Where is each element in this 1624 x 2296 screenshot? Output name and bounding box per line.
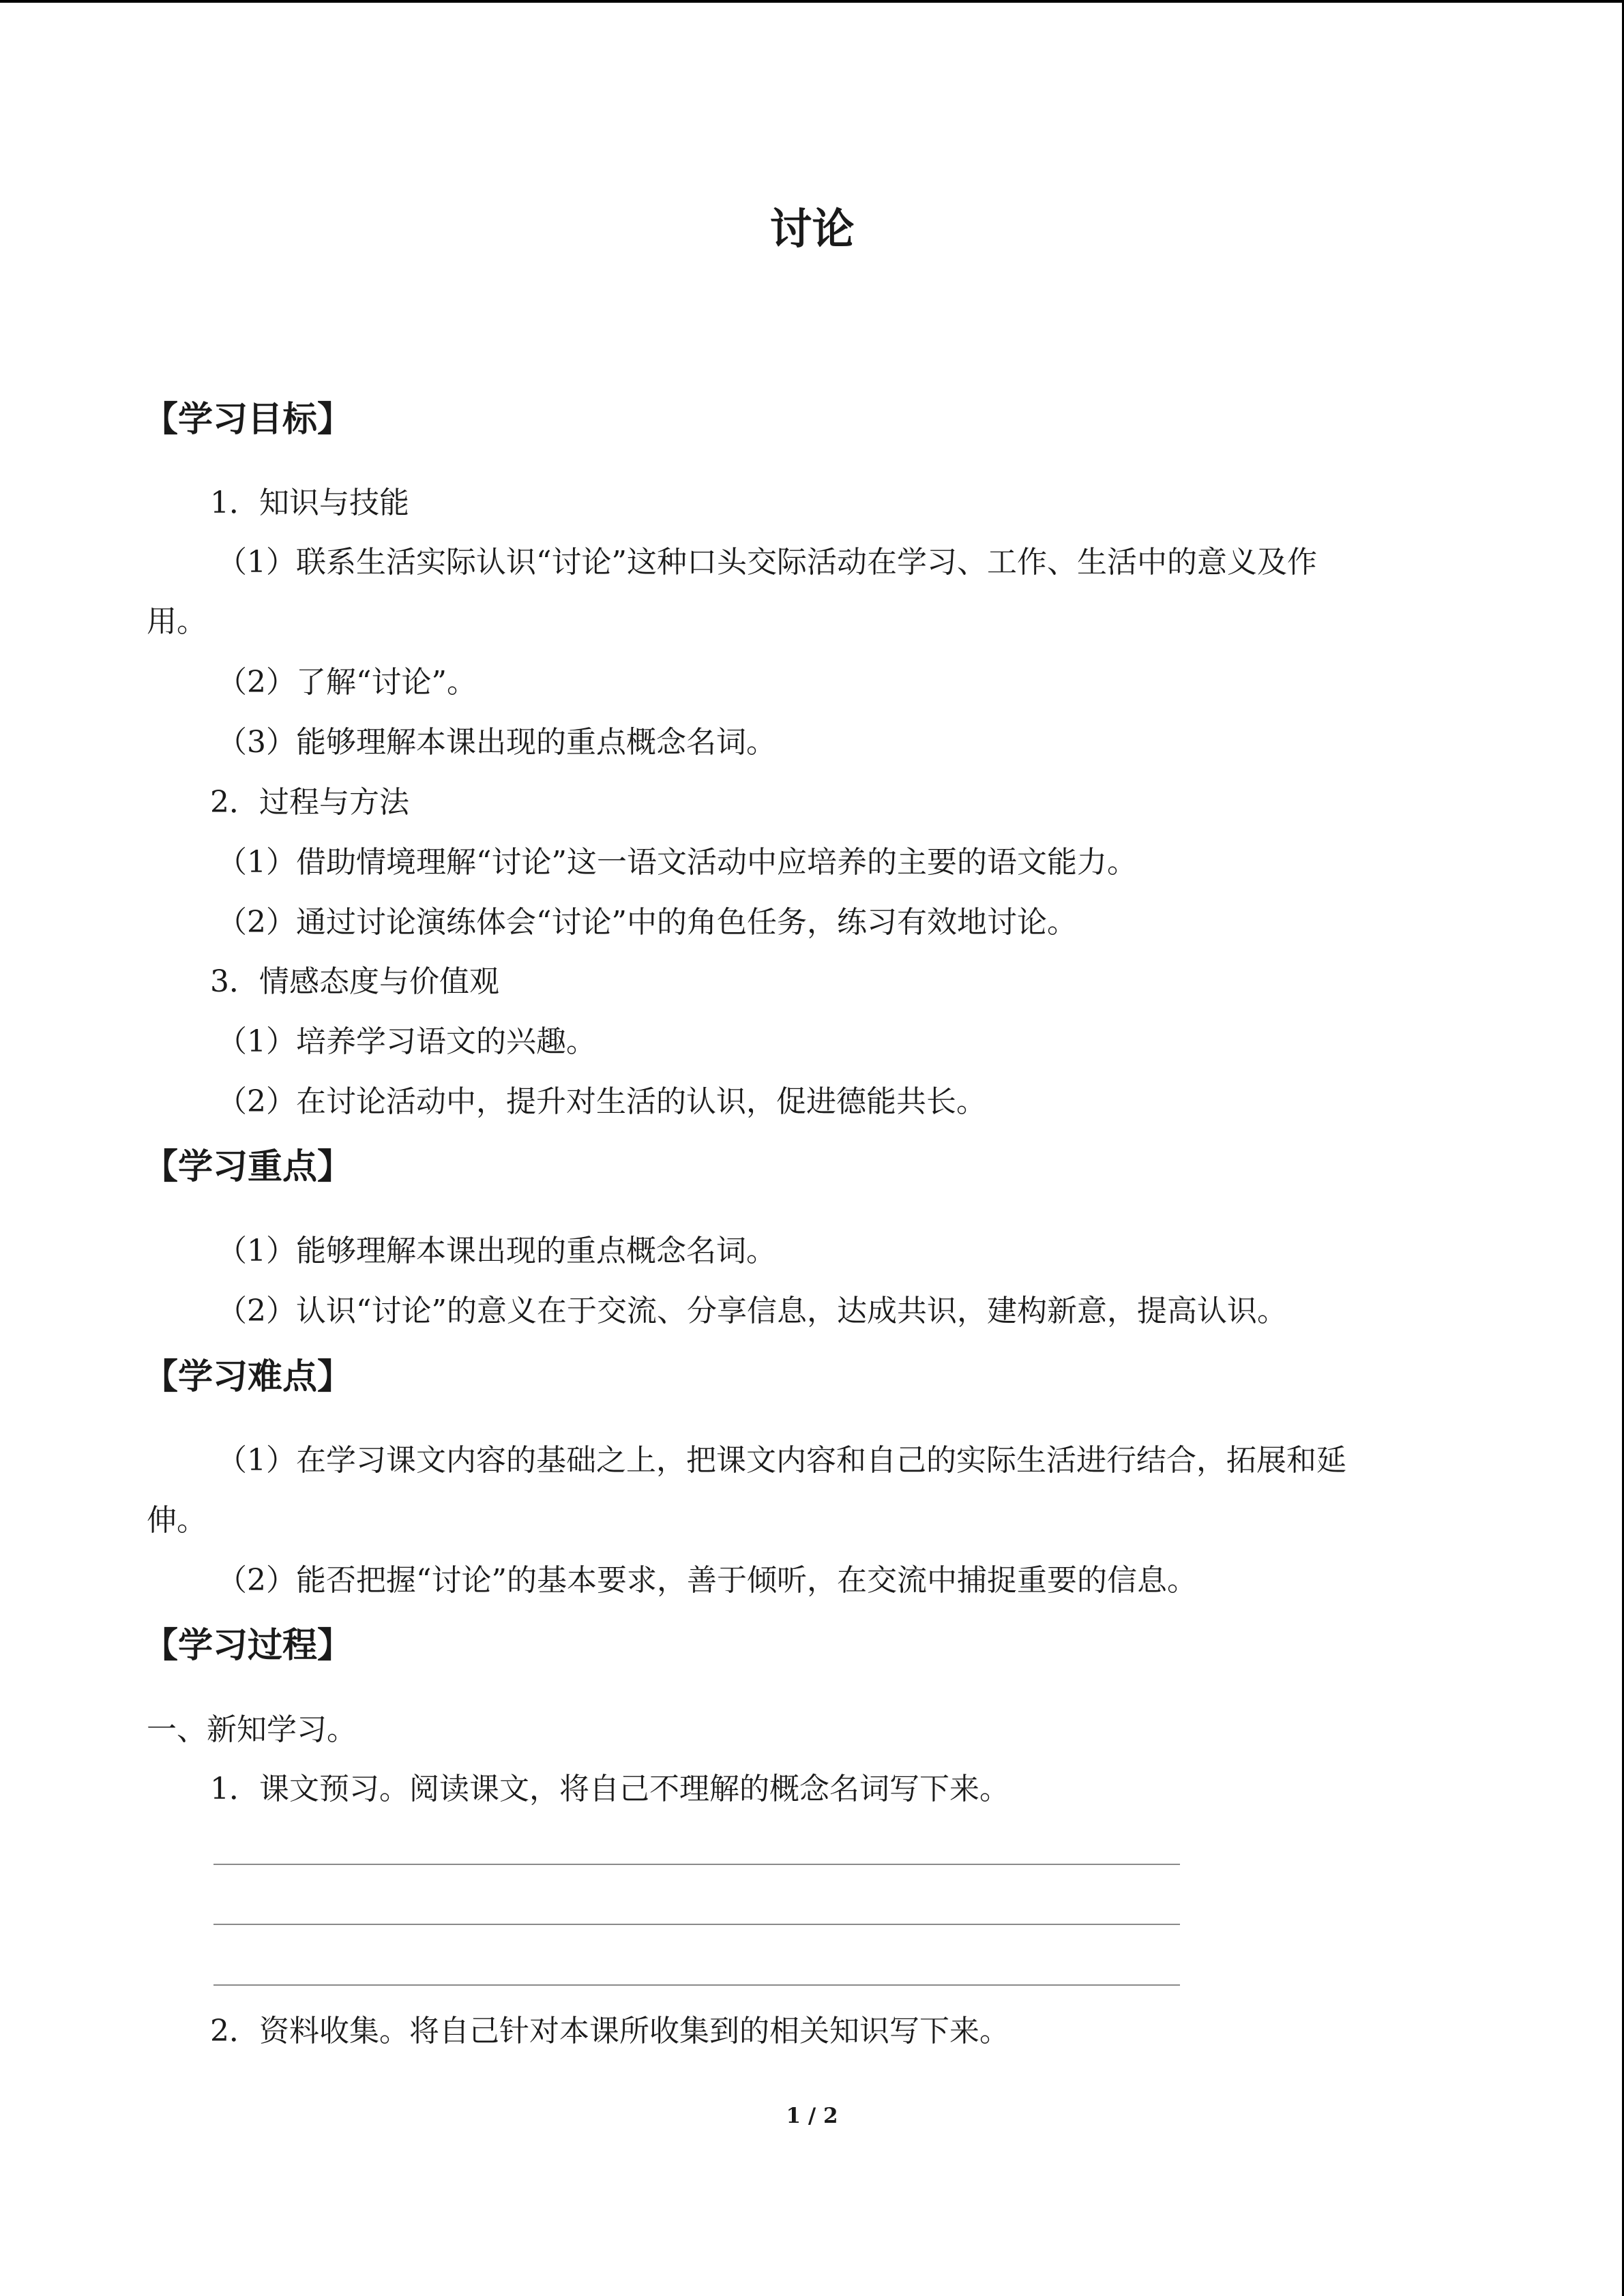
difficulties-heading: 【学习难点】: [143, 1357, 353, 1397]
objective-emotion: 3．情感态度与价值观: [210, 964, 499, 999]
key-points-heading: 【学习重点】: [143, 1147, 353, 1187]
answer-line-3: [213, 1984, 1180, 1986]
process-part-1: 一、新知学习。: [147, 1712, 357, 1747]
objective-p1: （1）借助情境理解“讨论”这一语文活动中应培养的主要的语文能力。: [217, 845, 1137, 880]
page-number: 1 / 2: [786, 2104, 838, 2128]
objective-k1-line1: （1）联系生活实际认识“讨论”这种口头交际活动在学习、工作、生活中的意义及作: [217, 545, 1317, 580]
objective-p2: （2）通过讨论演练体会“讨论”中的角色任务，练习有效地讨论。: [217, 905, 1077, 940]
difficulty-1-line1: （1）在学习课文内容的基础之上，把课文内容和自己的实际生活进行结合，拓展和延: [217, 1443, 1346, 1478]
key-point-2: （2）认识“讨论”的意义在于交流、分享信息，达成共识，建构新意，提高认识。: [217, 1294, 1287, 1328]
process-task-2: 2．资料收集。将自己针对本课所收集到的相关知识写下来。: [210, 2014, 1009, 2048]
process-heading: 【学习过程】: [143, 1626, 353, 1666]
difficulty-2: （2）能否把握“讨论”的基本要求，善于倾听，在交流中捕捉重要的信息。: [217, 1563, 1197, 1598]
answer-line-1: [213, 1864, 1180, 1865]
key-point-1: （1）能够理解本课出现的重点概念名词。: [217, 1234, 776, 1268]
objective-k3: （3）能够理解本课出现的重点概念名词。: [217, 725, 776, 760]
process-task-1: 1．课文预习。阅读课文，将自己不理解的概念名词写下来。: [210, 1772, 1009, 1806]
objective-k1-line2: 用。: [147, 604, 207, 639]
objective-e1: （1）培养学习语文的兴趣。: [217, 1024, 596, 1059]
objective-process: 2．过程与方法: [210, 785, 409, 820]
page-title: 讨论: [769, 204, 855, 254]
objective-e2: （2）在讨论活动中，提升对生活的认识，促进德能共长。: [217, 1084, 986, 1119]
objective-k2: （2）了解“讨论”。: [217, 665, 477, 700]
objective-knowledge: 1．知识与技能: [210, 486, 409, 520]
objectives-heading: 【学习目标】: [143, 400, 353, 440]
top-border: [0, 0, 1624, 3]
difficulty-1-line2: 伸。: [147, 1503, 207, 1538]
answer-line-2: [213, 1924, 1180, 1925]
